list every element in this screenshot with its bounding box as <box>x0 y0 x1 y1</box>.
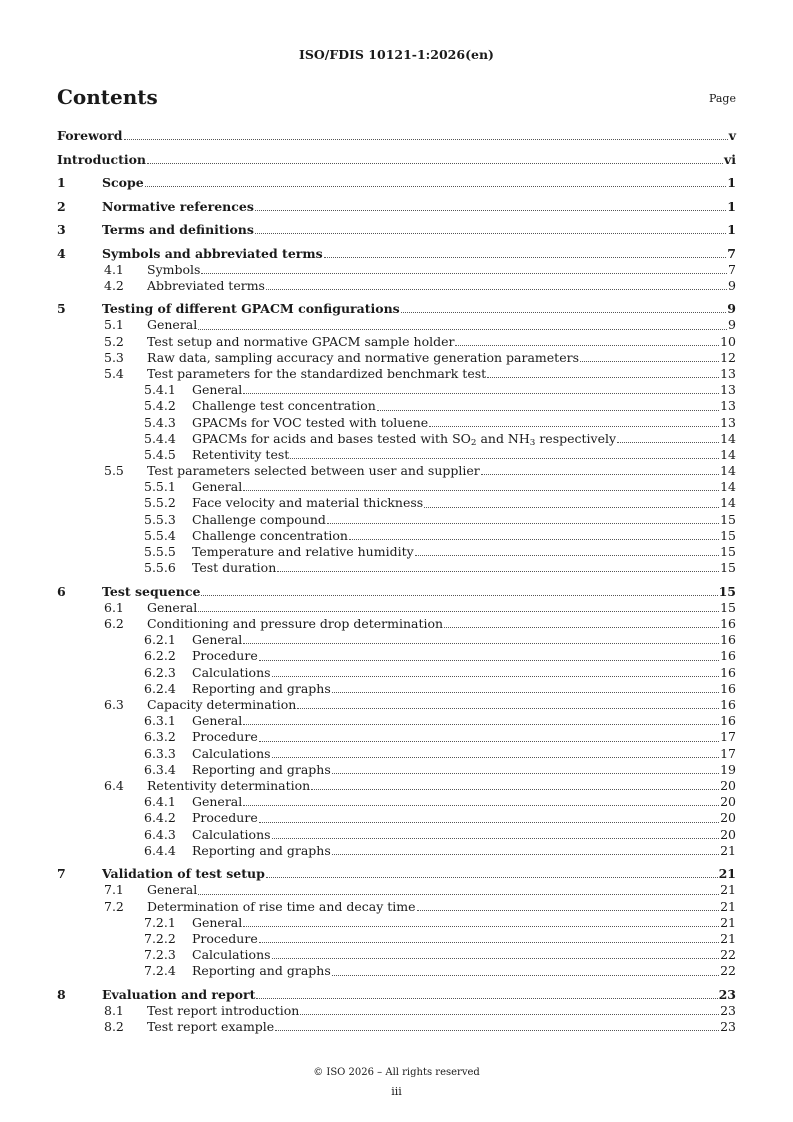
toc-leader-dots <box>297 707 719 709</box>
toc-leader-dots <box>259 740 719 742</box>
toc-entry-number: 6.2.1 <box>144 632 176 648</box>
toc-entry[interactable] <box>57 632 736 648</box>
table-of-contents <box>57 128 736 1035</box>
toc-entry-page: 16 <box>720 616 736 632</box>
toc-entry-title: Reporting and graphs <box>192 761 331 777</box>
toc-leader-dots <box>377 409 719 411</box>
toc-entry-page: 15 <box>720 599 736 615</box>
toc-entry[interactable] <box>57 301 736 317</box>
toc-entry-page: 1 <box>727 175 736 190</box>
toc-entry-title: General <box>192 479 243 495</box>
toc-entry[interactable] <box>57 199 736 215</box>
toc-entry-number: 7.2.2 <box>144 930 176 946</box>
toc-entry[interactable] <box>57 317 736 333</box>
toc-entry-title: General <box>192 382 243 398</box>
toc-leader-dots <box>243 392 719 394</box>
toc-entry-page: 14 <box>720 446 736 462</box>
toc-leader-dots <box>415 554 719 556</box>
toc-entry[interactable] <box>57 794 736 810</box>
toc-entry-page: 17 <box>720 729 736 745</box>
toc-entry-number: 6.2.2 <box>144 648 176 664</box>
toc-entry-number: 5.1 <box>104 317 124 333</box>
toc-leader-dots <box>272 957 720 959</box>
toc-entry-title: Raw data, sampling accuracy and normative generation parameters <box>147 349 579 365</box>
toc-entry-page: 13 <box>720 365 736 381</box>
toc-entry-number: 4.2 <box>104 277 124 293</box>
toc-entry-title: General <box>147 317 198 333</box>
toc-leader-dots <box>617 441 719 443</box>
toc-entry-page: 20 <box>720 794 736 810</box>
toc-entry-page: vi <box>723 151 736 167</box>
toc-entry[interactable] <box>57 415 736 431</box>
toc-leader-dots <box>327 522 719 524</box>
toc-entry-number: 5.5.6 <box>144 560 176 576</box>
page-column-label: Page <box>708 92 736 105</box>
toc-entry-number: 8.2 <box>104 1019 124 1035</box>
toc-entry-title: Conditioning and pressure drop determination <box>147 616 444 632</box>
toc-entry-number: 5.4.2 <box>144 398 176 414</box>
toc-entry-number: 6.4.1 <box>144 794 176 810</box>
toc-entry-page: 15 <box>720 527 736 543</box>
toc-entry[interactable] <box>57 947 736 963</box>
toc-entry-number: 6.2 <box>104 616 124 632</box>
toc-leader-dots <box>198 893 719 895</box>
toc-entry-title: Retentivity test <box>192 446 290 462</box>
toc-entry-title: Face velocity and material thickness <box>192 495 424 511</box>
toc-leader-dots <box>580 360 719 362</box>
toc-leader-dots <box>275 1029 719 1031</box>
toc-leader-dots <box>259 941 719 943</box>
toc-entry-title: Procedure <box>192 648 258 664</box>
toc-entry-page: 15 <box>718 583 736 599</box>
toc-entry[interactable] <box>57 697 736 713</box>
toc-entry-number: 6.3.2 <box>144 729 176 745</box>
toc-entry[interactable] <box>57 246 736 262</box>
toc-entry-title: Procedure <box>192 729 258 745</box>
toc-entry-number: 6.2.3 <box>144 664 176 680</box>
toc-entry[interactable] <box>57 729 736 745</box>
toc-entry-page: 15 <box>720 560 736 576</box>
toc-entry-title: Test sequence <box>102 583 201 599</box>
toc-entry-title: General <box>192 713 243 729</box>
toc-leader-dots <box>255 209 726 211</box>
toc-entry-page: 7 <box>727 245 736 261</box>
toc-entry-page: 23 <box>718 987 736 1002</box>
toc-entry-number: 5.5.3 <box>144 511 176 527</box>
toc-entry-title: Temperature and relative humidity <box>192 544 414 559</box>
toc-entry-page: 16 <box>720 713 736 729</box>
toc-leader-dots <box>198 328 727 330</box>
toc-entry[interactable] <box>57 152 736 168</box>
toc-entry-title: Testing of different GPACM configurations <box>102 301 400 317</box>
toc-entry[interactable] <box>57 915 736 931</box>
toc-entry-number: 2 <box>57 198 66 214</box>
toc-entry-number: 5 <box>57 301 66 317</box>
toc-leader-dots <box>332 974 719 976</box>
toc-entry[interactable] <box>57 648 736 664</box>
toc-entry-page: 13 <box>720 414 736 430</box>
toc-entry-title: Determination of rise time and decay time <box>147 898 416 914</box>
toc-entry-title: Challenge test concentration <box>192 398 376 414</box>
toc-entry[interactable] <box>57 479 736 495</box>
toc-leader-dots <box>266 876 718 878</box>
toc-entry-title: Challenge concentration <box>192 527 348 543</box>
toc-entry-page: 14 <box>720 495 736 511</box>
toc-leader-dots <box>455 344 719 346</box>
toc-entry-page: 7 <box>728 261 736 277</box>
toc-leader-dots <box>324 256 727 258</box>
toc-entry-title: Procedure <box>192 930 258 946</box>
toc-entry-number: 3 <box>57 222 66 237</box>
toc-entry-page: 16 <box>720 632 736 648</box>
toc-entry[interactable] <box>57 827 736 843</box>
toc-entry[interactable] <box>57 544 736 560</box>
toc-entry-title: Terms and definitions <box>102 222 254 237</box>
toc-entry[interactable] <box>57 560 736 576</box>
toc-entry[interactable] <box>57 987 736 1003</box>
toc-leader-dots <box>145 185 727 187</box>
toc-entry-page: 21 <box>720 930 736 946</box>
toc-entry[interactable] <box>57 600 736 616</box>
toc-entry-page: 12 <box>720 349 736 365</box>
toc-entry-number: 6.3.3 <box>144 745 176 761</box>
toc-entry[interactable] <box>57 778 736 794</box>
toc-leader-dots <box>259 659 719 661</box>
toc-leader-dots <box>487 376 719 378</box>
toc-entry-page: 13 <box>720 398 736 414</box>
toc-entry-page: 1 <box>727 198 736 214</box>
toc-entry-title: General <box>192 914 243 930</box>
toc-entry-page: 9 <box>728 277 736 293</box>
toc-entry-title: Test setup and normative GPACM sample holder <box>147 333 455 349</box>
toc-entry-title: Calculations <box>192 745 271 761</box>
toc-entry-page: 21 <box>718 866 736 882</box>
toc-leader-dots <box>277 570 719 572</box>
toc-entry[interactable] <box>57 398 736 414</box>
toc-entry-title: Foreword <box>57 128 123 143</box>
toc-leader-dots <box>429 425 719 427</box>
toc-entry-title: Retentivity determination <box>147 777 311 793</box>
toc-entry[interactable] <box>57 447 736 463</box>
toc-entry-title: General <box>147 599 198 615</box>
toc-entry-title: Test parameters for the standardized benchmark test <box>147 365 487 381</box>
toc-entry-title: Test report example <box>147 1019 275 1035</box>
toc-entry[interactable] <box>57 495 736 511</box>
toc-entry-page: 15 <box>720 511 736 527</box>
toc-entry[interactable] <box>57 334 736 350</box>
toc-entry-page: 16 <box>720 664 736 680</box>
toc-entry-page: 20 <box>720 810 736 826</box>
toc-entry-page: 16 <box>720 680 736 696</box>
toc-leader-dots <box>332 772 719 774</box>
toc-leader-dots <box>124 138 728 140</box>
toc-leader-dots <box>147 162 723 164</box>
toc-entry[interactable] <box>57 463 736 479</box>
toc-entry-number: 4.1 <box>104 261 124 277</box>
toc-leader-dots <box>255 232 726 234</box>
toc-entry-number: 4 <box>57 245 66 261</box>
toc-entry-number: 6.3 <box>104 697 124 712</box>
toc-entry[interactable] <box>57 866 736 882</box>
toc-entry-number: 7.2.4 <box>144 963 176 979</box>
toc-entry-title: Reporting and graphs <box>192 963 331 979</box>
toc-entry-number: 7.2.1 <box>144 914 176 930</box>
toc-entry-title: Reporting and graphs <box>192 842 331 858</box>
toc-entry-number: 6.4 <box>104 777 124 793</box>
toc-entry[interactable] <box>57 843 736 859</box>
toc-entry-number: 5.3 <box>104 349 124 365</box>
toc-entry[interactable] <box>57 382 736 398</box>
toc-leader-dots <box>401 311 727 313</box>
toc-entry-number: 1 <box>57 175 66 190</box>
toc-entry-title: Evaluation and report <box>102 987 256 1002</box>
toc-entry[interactable] <box>57 512 736 528</box>
toc-entry[interactable] <box>57 810 736 826</box>
toc-entry-title: Scope <box>102 175 144 190</box>
toc-leader-dots <box>272 675 720 677</box>
toc-entry-number: 5.5.2 <box>144 495 176 511</box>
toc-leader-dots <box>311 788 719 790</box>
toc-entry[interactable] <box>57 222 736 238</box>
toc-entry-number: 5.5.5 <box>144 544 176 559</box>
toc-entry-page: 20 <box>720 777 736 793</box>
toc-leader-dots <box>444 626 719 628</box>
toc-leader-dots <box>272 837 720 839</box>
toc-entry[interactable] <box>57 278 736 294</box>
toc-entry-page: v <box>728 128 736 143</box>
toc-leader-dots <box>198 610 719 612</box>
toc-entry-title: Test parameters selected between user and supplier <box>147 463 480 479</box>
toc-entry-number: 5.2 <box>104 333 124 349</box>
toc-entry-page: 22 <box>720 947 736 963</box>
toc-leader-dots <box>272 756 720 758</box>
toc-entry-title: General <box>192 794 243 810</box>
toc-entry-number: 6.3.4 <box>144 761 176 777</box>
toc-entry-title: General <box>147 882 198 898</box>
toc-entry-number: 6 <box>57 583 66 599</box>
toc-entry-title: Test duration <box>192 560 277 576</box>
toc-entry-page: 13 <box>720 382 736 398</box>
toc-entry-page: 14 <box>720 430 736 446</box>
toc-entry-number: 6.2.4 <box>144 680 176 696</box>
toc-entry-page: 16 <box>720 697 736 712</box>
toc-entry-number: 7.2.3 <box>144 947 176 963</box>
toc-entry-page: 14 <box>720 479 736 495</box>
toc-entry-page: 17 <box>720 745 736 761</box>
document-header: ISO/FDIS 10121-1:2026(en) <box>299 47 494 62</box>
toc-entry[interactable] <box>57 350 736 366</box>
toc-leader-dots <box>243 489 719 491</box>
toc-entry-number: 5.5 <box>104 463 124 479</box>
toc-entry-title: Procedure <box>192 810 258 826</box>
toc-leader-dots <box>243 804 719 806</box>
toc-entry-number: 6.1 <box>104 599 124 615</box>
toc-entry-number: 7.2 <box>104 898 124 914</box>
toc-entry-page: 15 <box>720 544 736 559</box>
toc-leader-dots <box>243 723 719 725</box>
toc-leader-dots <box>256 997 717 999</box>
toc-leader-dots <box>424 506 719 508</box>
toc-entry-title: Abbreviated terms <box>147 277 265 293</box>
toc-entry-title: Capacity determination <box>147 697 297 712</box>
toc-entry[interactable] <box>57 681 736 697</box>
toc-entry[interactable] <box>57 665 736 681</box>
toc-entry-title: Symbols <box>147 261 201 277</box>
toc-leader-dots <box>266 288 727 290</box>
toc-entry[interactable] <box>57 746 736 762</box>
toc-entry[interactable] <box>57 262 736 278</box>
toc-entry[interactable] <box>57 762 736 778</box>
toc-leader-dots <box>332 853 719 855</box>
toc-entry-title: GPACMs for acids and bases tested with $SO_2$ and $NH_3$ respectively <box>192 430 617 448</box>
toc-entry-number: 6.4.2 <box>144 810 176 826</box>
toc-leader-dots <box>243 925 719 927</box>
toc-leader-dots <box>243 642 719 644</box>
toc-entry-number: 5.4.4 <box>144 430 176 446</box>
toc-entry-number: 5.5.1 <box>144 479 176 495</box>
toc-entry-title: Calculations <box>192 826 271 842</box>
toc-entry-number: 5.4.5 <box>144 446 176 462</box>
toc-entry-number: 7.1 <box>104 882 124 898</box>
toc-entry[interactable] <box>57 1019 736 1035</box>
toc-entry[interactable] <box>57 175 736 191</box>
toc-entry[interactable] <box>57 616 736 632</box>
toc-entry[interactable] <box>57 1003 736 1019</box>
toc-entry[interactable] <box>57 128 736 144</box>
toc-entry-title: Test report introduction <box>147 1003 300 1018</box>
toc-entry-title: Validation of test setup <box>102 866 265 882</box>
toc-entry-number: 7 <box>57 866 66 882</box>
toc-entry[interactable] <box>57 584 736 600</box>
toc-entry-page: 10 <box>720 333 736 349</box>
toc-entry-page: 20 <box>720 826 736 842</box>
toc-entry-title: Symbols and abbreviated terms <box>102 245 323 261</box>
toc-leader-dots <box>201 594 717 596</box>
toc-entry-title: Calculations <box>192 664 271 680</box>
toc-entry[interactable] <box>57 528 736 544</box>
toc-entry-number: 8 <box>57 987 66 1002</box>
toc-entry-page: 9 <box>727 301 736 317</box>
toc-entry-page: 22 <box>720 963 736 979</box>
toc-entry-title: General <box>192 632 243 648</box>
toc-entry[interactable] <box>57 882 736 898</box>
toc-entry-page: 23 <box>720 1019 736 1035</box>
toc-entry-page: 16 <box>720 648 736 664</box>
toc-entry-page: 21 <box>720 898 736 914</box>
toc-leader-dots <box>201 272 727 274</box>
toc-entry-page: 21 <box>720 842 736 858</box>
toc-entry-title: Normative references <box>102 198 254 214</box>
toc-leader-dots <box>349 538 719 540</box>
toc-entry-number: 6.3.1 <box>144 713 176 729</box>
toc-entry-title: Calculations <box>192 947 271 963</box>
toc-entry-number: 5.5.4 <box>144 527 176 543</box>
toc-entry-title: Challenge compound <box>192 511 326 527</box>
toc-entry[interactable] <box>57 899 736 915</box>
toc-entry-number: 6.4.3 <box>144 826 176 842</box>
toc-entry-page: 21 <box>720 914 736 930</box>
page-title: Contents <box>57 85 158 109</box>
toc-entry[interactable] <box>57 713 736 729</box>
toc-entry[interactable] <box>57 963 736 979</box>
toc-entry[interactable] <box>57 931 736 947</box>
toc-leader-dots <box>417 909 720 911</box>
toc-entry-number: 8.1 <box>104 1003 124 1018</box>
toc-leader-dots <box>332 691 719 693</box>
toc-entry-title: Reporting and graphs <box>192 680 331 696</box>
toc-entry-number: 5.4 <box>104 365 124 381</box>
toc-entry-title: GPACMs for VOC tested with toluene <box>192 414 429 430</box>
toc-leader-dots <box>300 1013 719 1015</box>
toc-entry-number: 5.4.3 <box>144 414 176 430</box>
page-number: iii <box>391 1085 402 1098</box>
toc-leader-dots <box>290 457 719 459</box>
toc-entry-page: 9 <box>728 317 736 333</box>
toc-entry-number: 6.4.4 <box>144 842 176 858</box>
toc-entry-page: 1 <box>727 222 736 237</box>
toc-entry-number: 5.4.1 <box>144 382 176 398</box>
toc-entry-title: Introduction <box>57 151 147 167</box>
toc-entry-page: 14 <box>720 463 736 479</box>
toc-entry[interactable] <box>57 431 736 447</box>
toc-leader-dots <box>481 473 719 475</box>
copyright-footer: © ISO 2026 – All rights reserved <box>313 1067 480 1078</box>
toc-leader-dots <box>259 821 719 823</box>
toc-entry-page: 21 <box>720 882 736 898</box>
toc-entry[interactable] <box>57 366 736 382</box>
toc-entry-page: 23 <box>720 1003 736 1018</box>
toc-entry-page: 19 <box>720 761 736 777</box>
